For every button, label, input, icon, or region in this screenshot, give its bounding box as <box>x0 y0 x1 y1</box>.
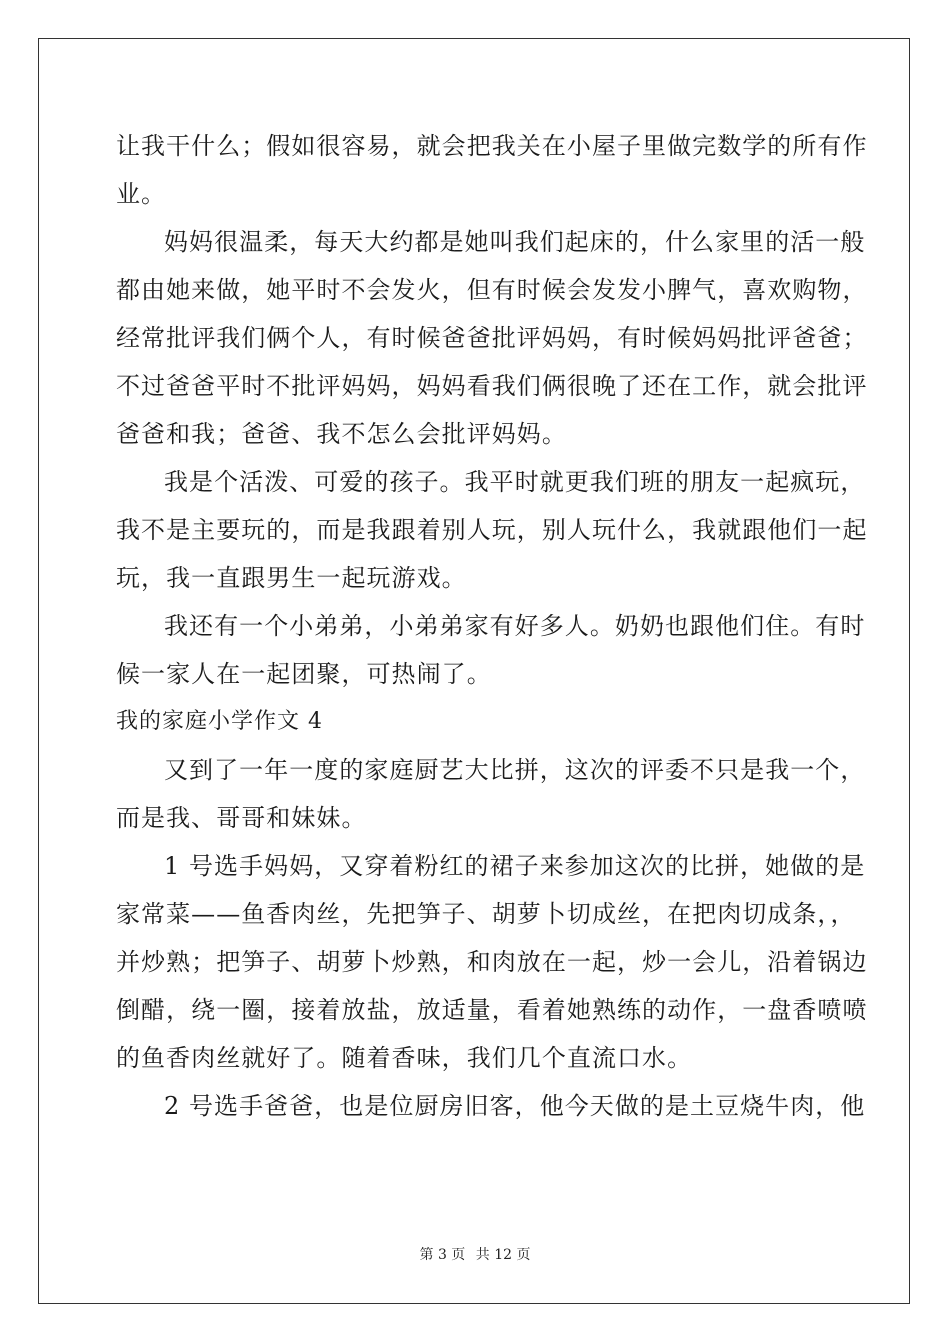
paragraph-start: 我还有一个小弟弟，小弟弟家有好多人。奶奶也跟他们住。有时 <box>164 612 866 640</box>
paragraph-start: 又到了一年一度的家庭厨艺大比拼，这次的评委不只是我一个， <box>164 756 866 784</box>
section-heading: 我的家庭小学作文 4 <box>116 709 323 734</box>
page-number: 第 3 页 <box>419 1247 466 1263</box>
text-line: 都由她来做，她平时不会发火，但有时候会发发小脾气，喜欢购物， <box>116 276 868 304</box>
text-line: 候一家人在一起团聚，可热闹了。 <box>116 660 492 688</box>
page-footer <box>0 1244 950 1264</box>
paragraph-start: 我是个活泼、可爱的孩子。我平时就更我们班的朋友一起疯玩， <box>164 468 866 496</box>
paragraph-start: 妈妈很温柔，每天大约都是她叫我们起床的，什么家里的活一般 <box>164 228 866 256</box>
text-line: 玩，我一直跟男生一起玩游戏。 <box>116 564 467 592</box>
text-line: 而是我、哥哥和妹妹。 <box>116 804 367 832</box>
text-line: 让我干什么；假如很容易，就会把我关在小屋子里做完数学的所有作 <box>116 132 868 160</box>
text-line: 我不是主要玩的，而是我跟着别人玩，别人玩什么，我就跟他们一起 <box>116 516 868 544</box>
text-line: 并炒熟；把笋子、胡萝卜炒熟，和肉放在一起，炒一会儿，沿着锅边 <box>116 948 868 976</box>
text-line: 爸爸和我；爸爸、我不怎么会批评妈妈。 <box>116 420 567 448</box>
page-total: 共 12 页 <box>475 1247 531 1263</box>
text-line: 不过爸爸平时不批评妈妈，妈妈看我们俩很晚了还在工作，就会批评 <box>116 372 868 400</box>
document-body <box>116 122 868 1130</box>
text-line: 家常菜——鱼香肉丝，先把笋子、胡萝卜切成丝，在把肉切成条，， <box>116 900 856 928</box>
text-line: 业。 <box>116 180 167 208</box>
paragraph-start: 2 号选手爸爸，也是位厨房旧客，他今天做的是土豆烧牛肉，他 <box>164 1092 866 1120</box>
text-line: 的鱼香肉丝就好了。随着香味，我们几个直流口水。 <box>116 1044 693 1072</box>
paragraph-start: 1 号选手妈妈，又穿着粉红的裙子来参加这次的比拼，她做的是 <box>164 852 866 880</box>
text-line: 倒醋，绕一圈，接着放盐，放适量，看着她熟练的动作，一盘香喷喷 <box>116 996 868 1024</box>
text-line: 经常批评我们俩个人，有时候爸爸批评妈妈，有时候妈妈批评爸爸； <box>116 324 868 352</box>
